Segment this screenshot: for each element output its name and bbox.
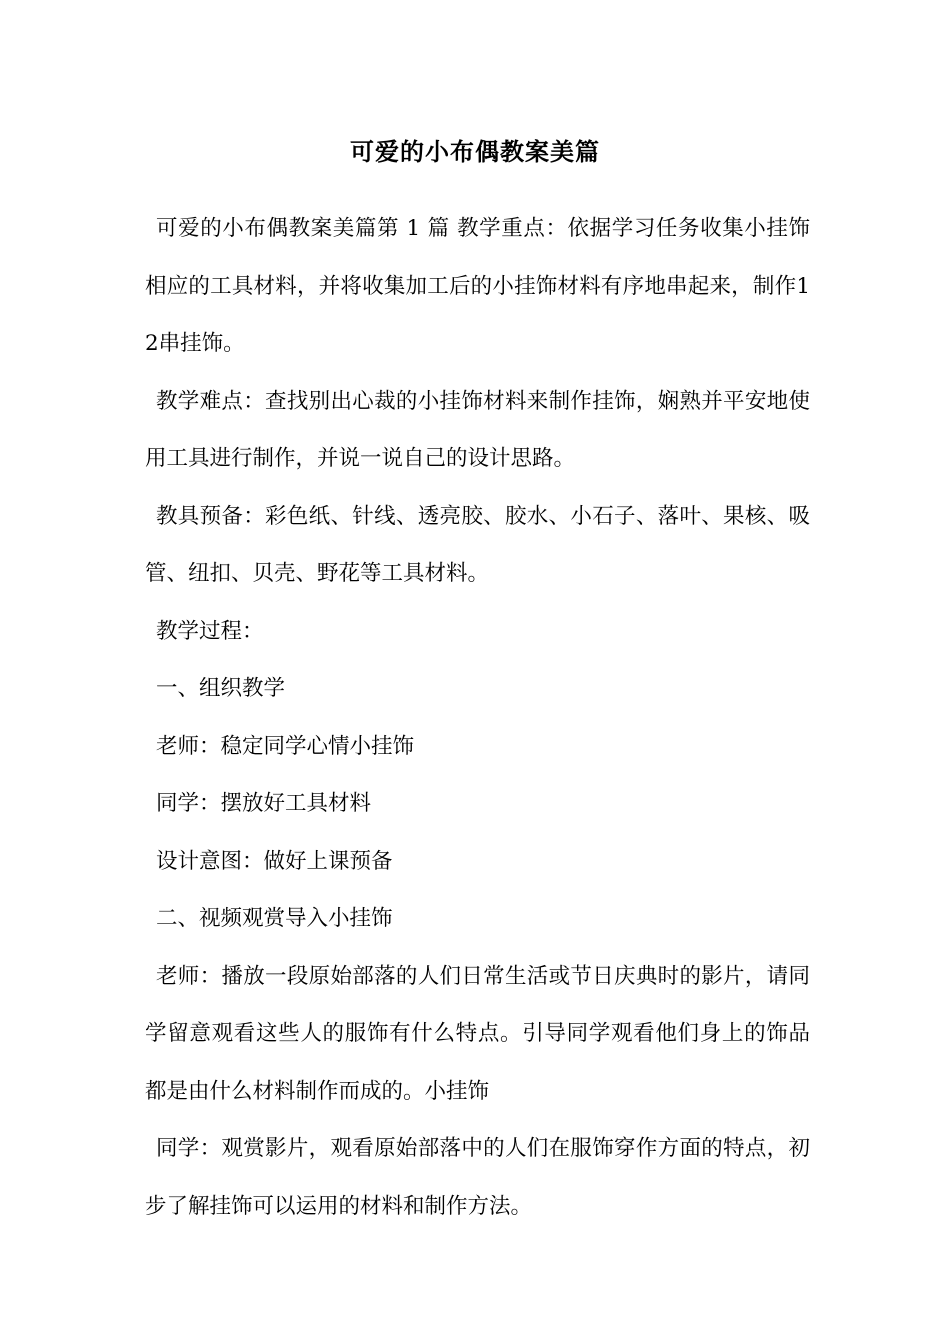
paragraph-key-points: 可爱的小布偶教案美篇第 1 篇 教学重点：依据学习任务收集小挂饰相应的工具材料，并将收集加工后的小挂饰材料有序地串起来，制作12串挂饰。 <box>145 216 810 356</box>
paragraph-student-2: 同学：观赏影片，观看原始部落中的人们在服饰穿作方面的特点，初步了解挂饰可以运用的材料和制作方法。 <box>145 1136 810 1219</box>
paragraph-design-intent: 设计意图：做好上课预备 <box>156 848 393 874</box>
paragraph-teacher-2: 老师：播放一段原始部落的人们日常生活或节日庆典时的影片，请同学留意观看这些人的服饰有什么特点。引导同学观看他们身上的饰品都是由什么材料制作而成的。小挂饰 <box>145 963 810 1104</box>
document-body <box>145 200 810 1235</box>
section-heading-video: 二、视频观赏导入小挂饰 <box>156 906 393 931</box>
page-title: 可爱的小布偶教案美篇 <box>350 137 600 166</box>
section-heading-organize: 一、组织教学 <box>156 676 286 701</box>
paragraph-difficulties: 教学难点：查找别出心裁的小挂饰材料来制作挂饰，娴熟并平安地使用工具进行制作，并说一说自己的设计思路。 <box>145 388 810 471</box>
paragraph-student-1: 同学：摆放好工具材料 <box>156 791 372 816</box>
paragraph-teacher-1: 老师：稳定同学心情小挂饰 <box>156 733 415 759</box>
paragraph-process-heading: 教学过程： <box>156 618 264 644</box>
paragraph-materials: 教具预备：彩色纸、针线、透亮胶、胶水、小石子、落叶、果核、吸管、纽扣、贝壳、野花等工具材料。 <box>145 503 810 586</box>
